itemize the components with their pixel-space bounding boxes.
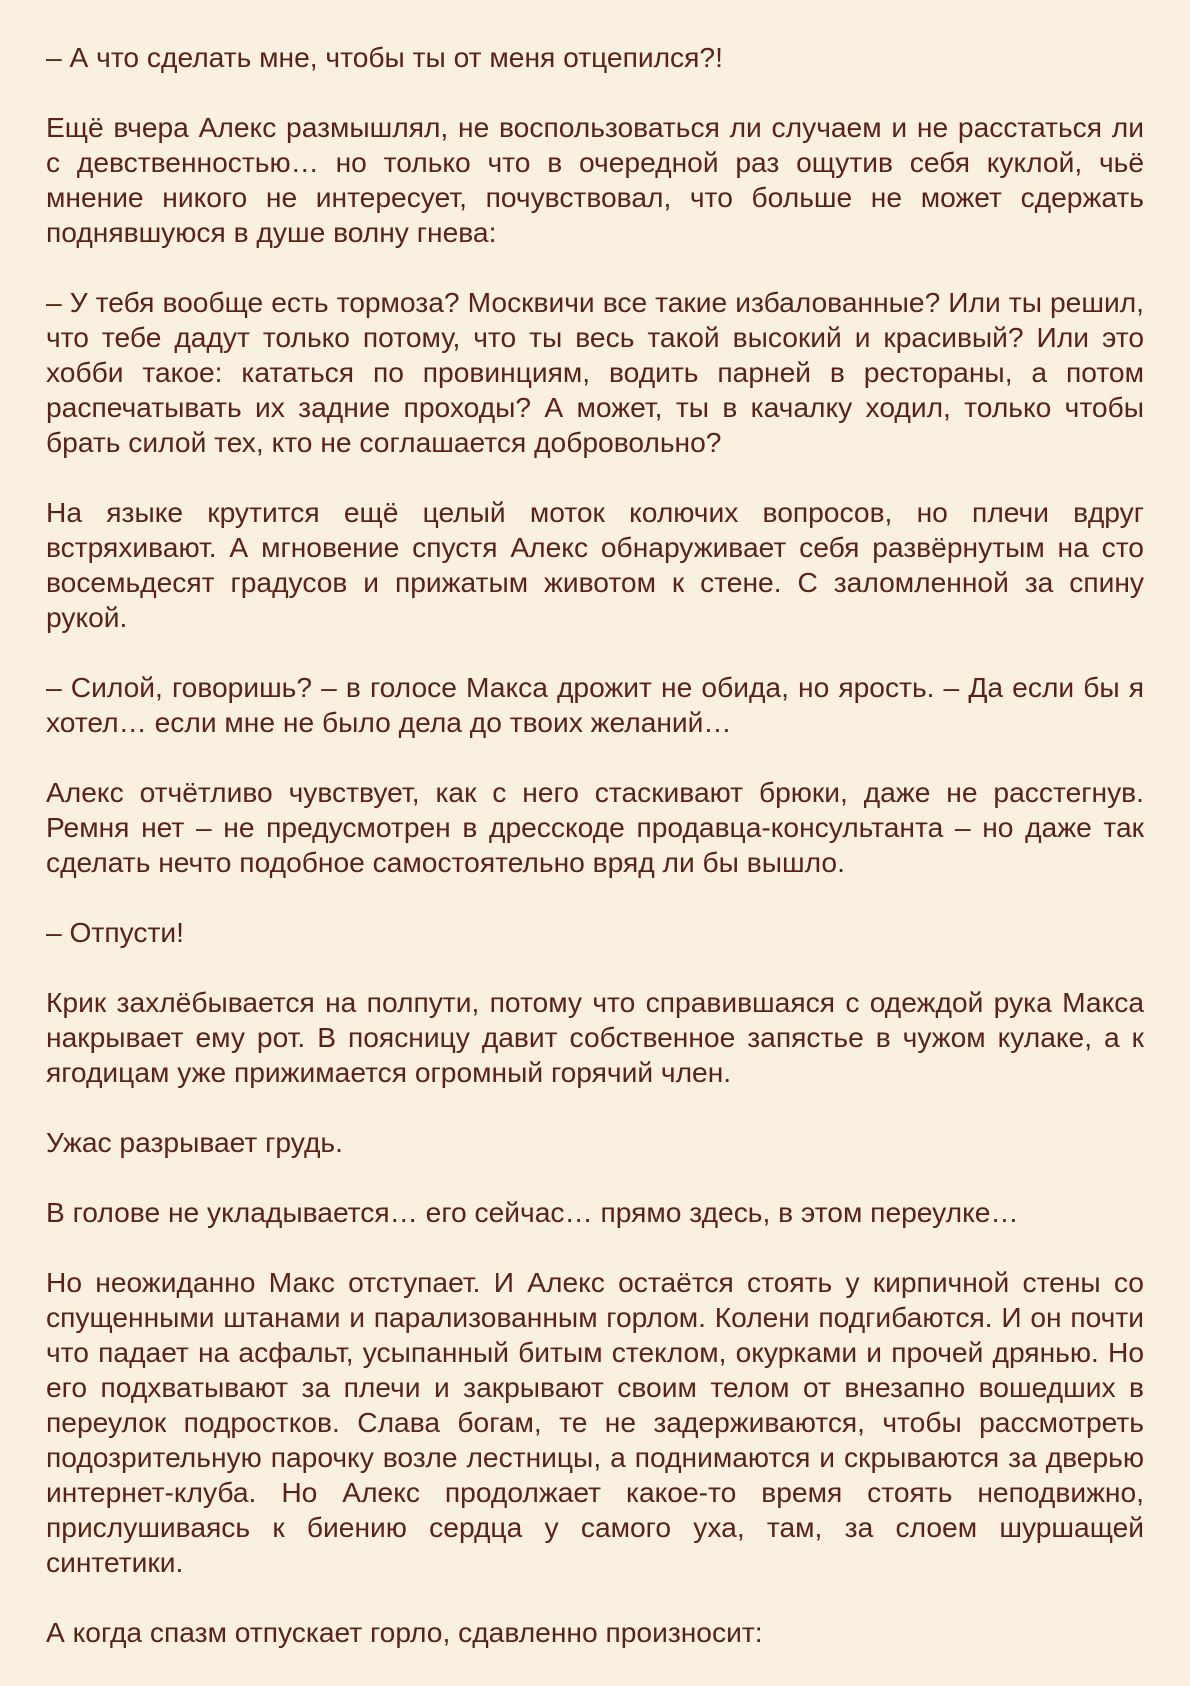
paragraph: – Силой, говоришь? – в голосе Макса дрожит не обида, но ярость. – Да если бы я хотел… если мне не было дела до твоих желаний… xyxy=(46,671,1144,738)
document-page xyxy=(46,40,1144,1650)
paragraph: – А что сделать мне, чтобы ты от меня отцепился?! xyxy=(46,41,723,73)
paragraph: А когда спазм отпускает горло, сдавленно произносит: xyxy=(46,1616,763,1648)
paragraph: Ещё вчера Алекс размышлял, не воспользоваться ли случаем и не расстаться ли с девственностью… но только что в очередной раз ощутив себя куклой, чьё мнение никого не интересует, почувствовал, что больше не может сдержать поднявшуюся в душе волну гнева: xyxy=(46,111,1144,248)
paragraph: – У тебя вообще есть тормоза? Москвичи все такие избалованные? Или ты решил, что тебе дадут только потому, что ты весь такой высокий и красивый? Или это хобби такое: кататься по провинциям, водить парней в рестораны, а потом распечатывать их задние проходы? А может, ты в качалку ходил, только чтобы брать силой тех, кто не соглашается добровольно? xyxy=(46,286,1144,458)
paragraph: Крик захлёбывается на полпути, потому что справившаяся с одеждой рука Макса накрывает ему рот. В поясницу давит собственное запястье в чужом кулаке, а к ягодицам уже прижимается огромный горячий член. xyxy=(46,986,1144,1088)
paragraph: На языке крутится ещё целый моток колючих вопросов, но плечи вдруг встряхивают. А мгновение спустя Алекс обнаруживает себя развёрнутым на сто восемьдесят градусов и прижатым животом к стене. С заломленной за спину рукой. xyxy=(46,496,1144,633)
paragraph: Ужас разрывает грудь. xyxy=(46,1126,343,1158)
paragraph: – Отпусти! xyxy=(46,916,184,948)
paragraph: Но неожиданно Макс отступает. И Алекс остаётся стоять у кирпичной стены со спущенными штанами и парализованным горлом. Колени подгибаются. И он почти что падает на асфальт, усыпанный битым стеклом, окурками и прочей дрянью. Но его подхватывают за плечи и закрывают своим телом от внезапно вошедших в переулок подростков. Слава богам, те не задерживаются, чтобы рассмотреть подозрительную парочку возле лестницы, а поднимаются и скрываются за дверью интернет-клуба. Но Алекс продолжает какое-то время стоять неподвижно, прислушиваясь к биению сердца у самого уха, там, за слоем шуршащей синтетики. xyxy=(46,1266,1144,1578)
paragraph: Алекс отчётливо чувствует, как с него стаскивают брюки, даже не расстегнув. Ремня нет – не предусмотрен в дресскоде продавца-консультанта – но даже так сделать нечто подобное самостоятельно вряд ли бы вышло. xyxy=(46,776,1144,878)
paragraph: В голове не укладывается… его сейчас… прямо здесь, в этом переулке… xyxy=(46,1196,1019,1228)
